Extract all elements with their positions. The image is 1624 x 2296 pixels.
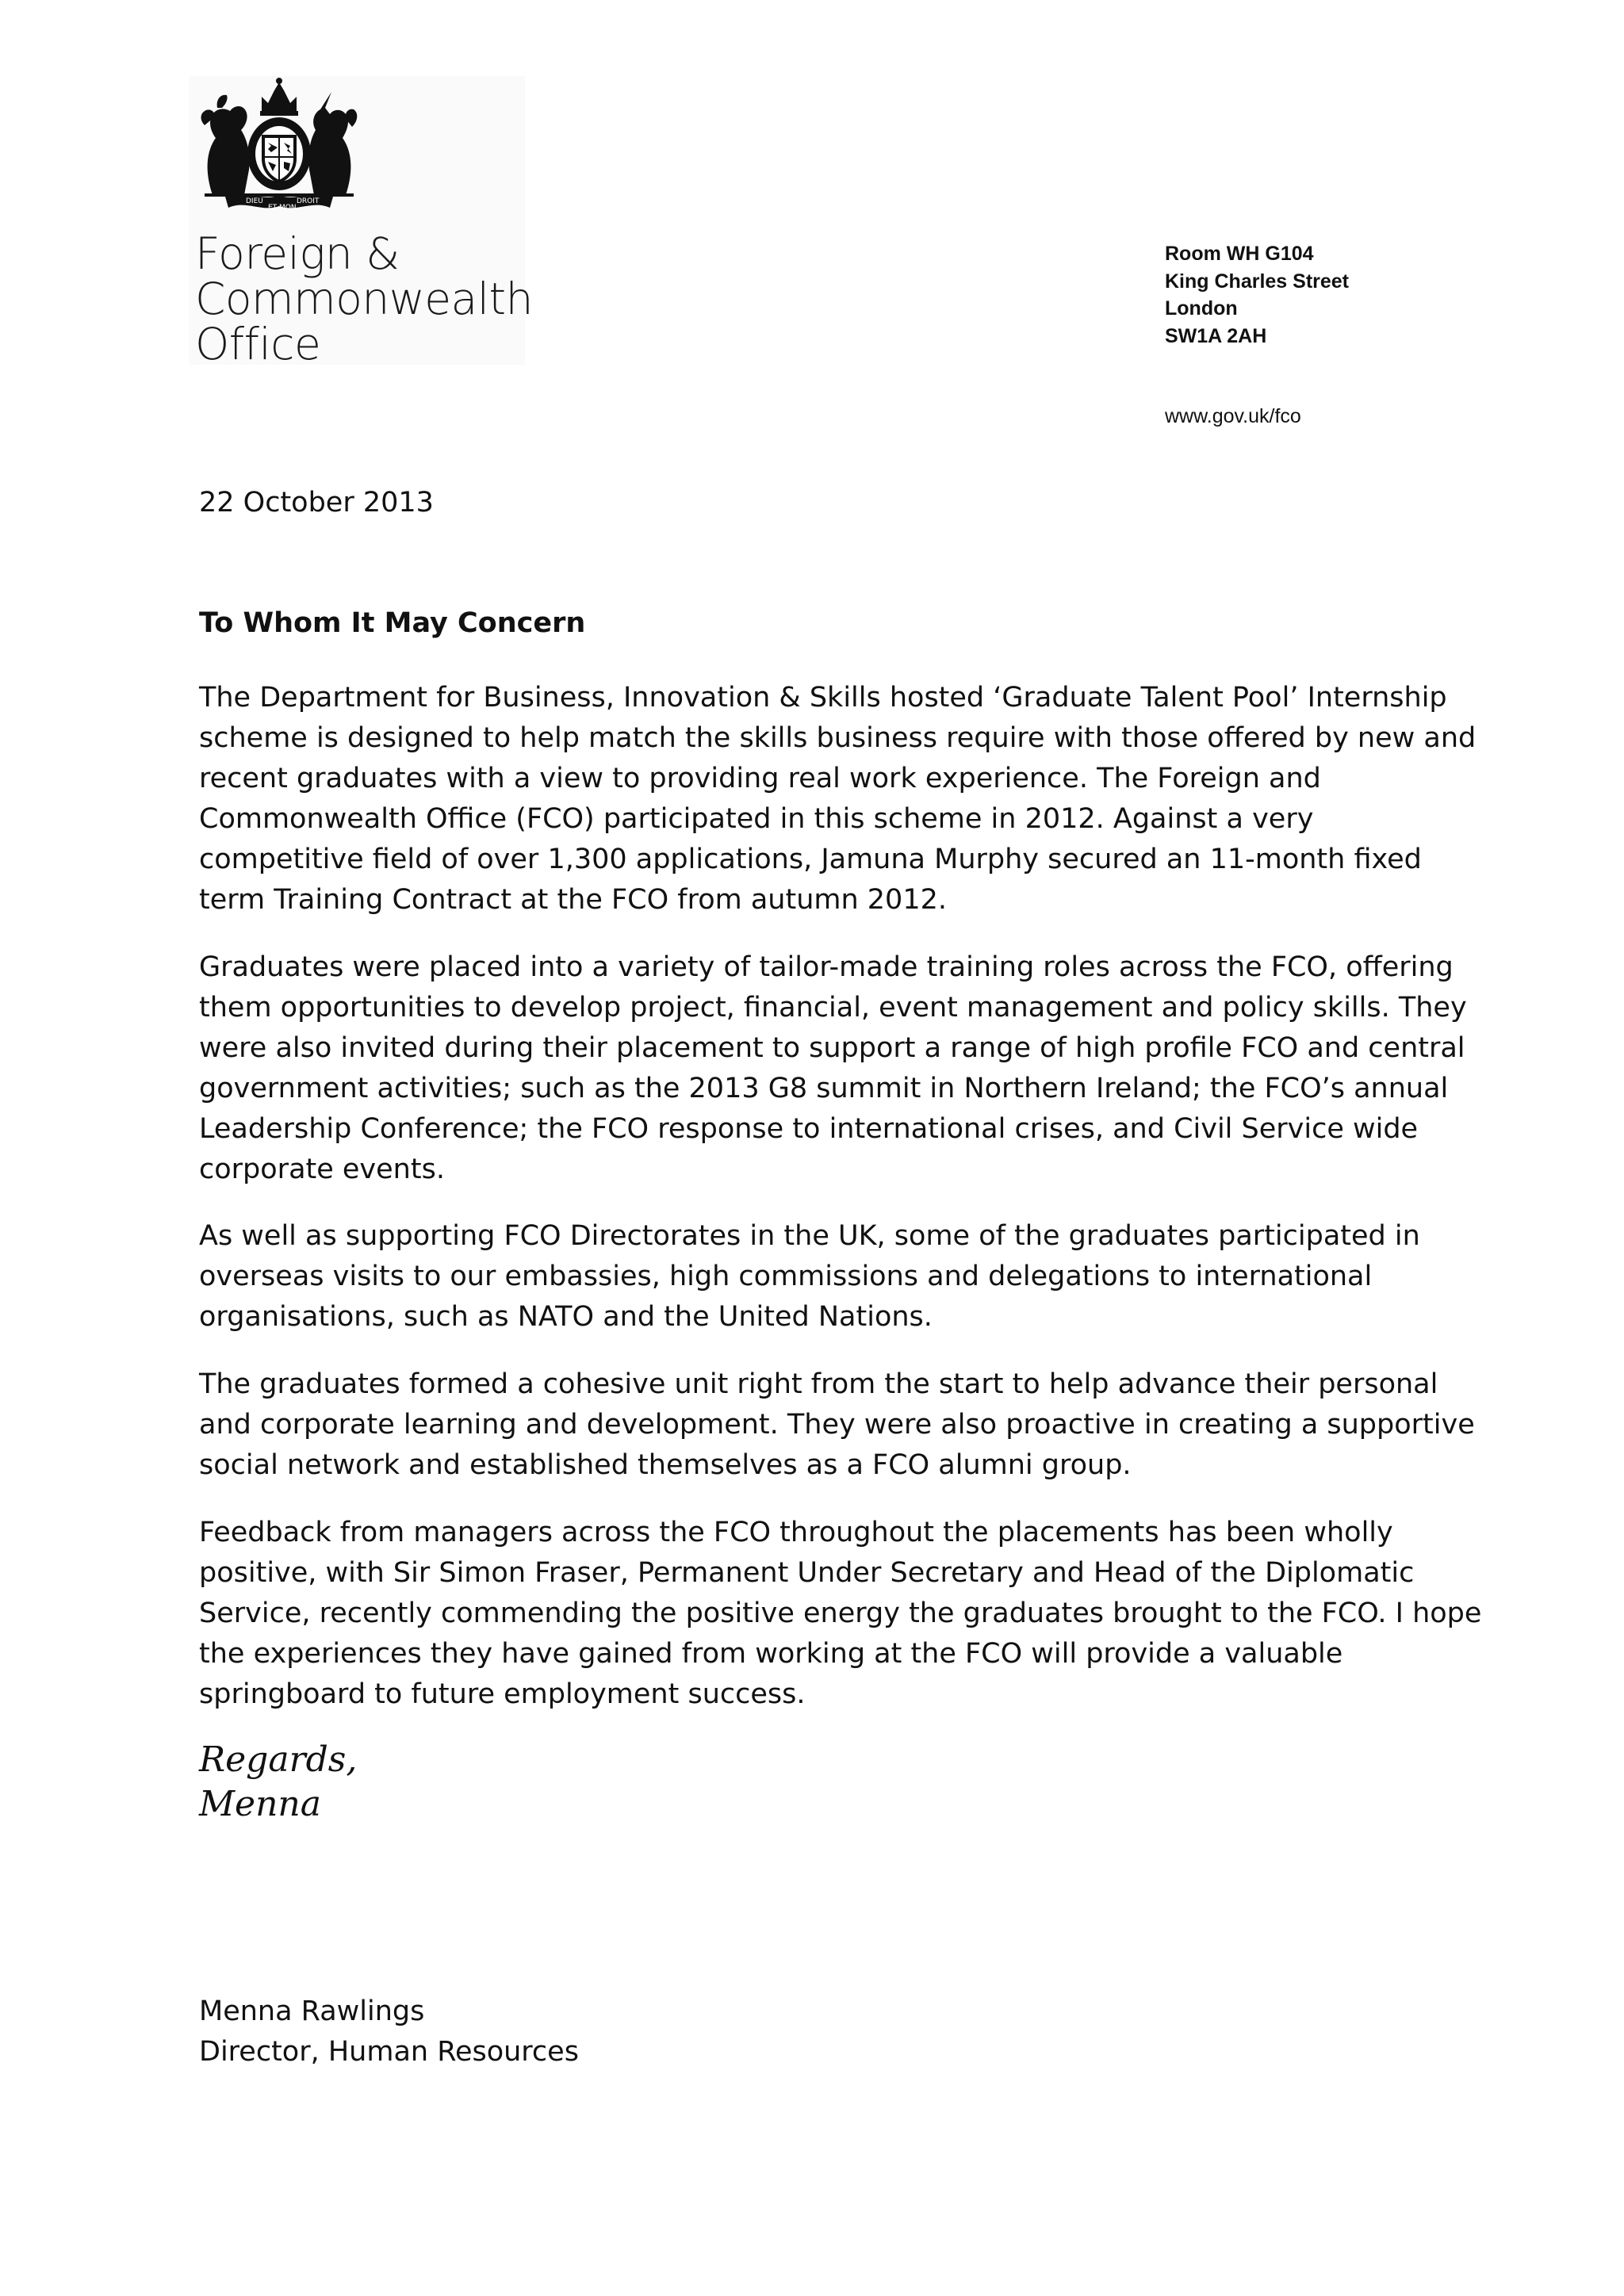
paragraph-line: Graduates were placed into a variety of tailor-made training roles across the FCO, offering [199, 951, 1454, 983]
paragraph-line: the experiences they have gained from working at the FCO will provide a valuable [199, 1638, 1343, 1670]
department-name-line-1: Foreign & [195, 228, 400, 279]
paragraph-line: The Department for Business, Innovation & Skills hosted ‘Graduate Talent Pool’ Internship [199, 682, 1447, 714]
royal-coat-of-arms-icon [189, 76, 370, 216]
paragraph-line: them opportunities to develop project, financial, event management and policy skills. They [199, 992, 1467, 1024]
address-line-street: King Charles Street [1165, 270, 1350, 293]
motto-et-mon: ET MON [268, 204, 297, 212]
signatory-name: Menna Rawlings [199, 1996, 425, 2027]
paragraph-line: scheme is designed to help match the skills business require with those offered by new and [199, 722, 1477, 754]
paragraph-line: positive, with Sir Simon Fraser, Permanent Under Secretary and Head of the Diplomatic [199, 1557, 1415, 1589]
salutation: To Whom It May Concern [199, 607, 586, 639]
paragraph-line: recent graduates with a view to providing real work experience. The Foreign and [199, 763, 1321, 794]
paragraph-line: As well as supporting FCO Directorates in the UK, some of the graduates participated in [199, 1220, 1420, 1252]
department-name-line-2: Commonwealth [195, 274, 533, 324]
paragraph-graduate-talent-pool [199, 678, 1477, 920]
paragraph-line: overseas visits to our embassies, high commissions and delegations to international [199, 1261, 1373, 1292]
paragraph-line: social network and established themselves as a FCO alumni group. [199, 1449, 1132, 1481]
paragraph-feedback [199, 1513, 1482, 1715]
handwritten-closing [199, 1738, 357, 1827]
sender-address [1165, 240, 1349, 350]
signatory-block [199, 1992, 579, 2072]
department-name-line-3: Office [195, 319, 321, 369]
paragraph-line: were also invited during their placement to support a range of high profile FCO and central [199, 1032, 1465, 1064]
department-logo [189, 76, 533, 369]
paragraph-line: Service, recently commending the positive energy the graduates brought to the FCO. I hope [199, 1598, 1482, 1629]
paragraph-line: organisations, such as NATO and the United Nations. [199, 1301, 933, 1333]
closing-first-name: Menna [199, 1784, 321, 1824]
motto-dieu: DIEU [246, 197, 263, 205]
paragraph-line: competitive field of over 1,300 applications, Jamuna Murphy secured an 11-month fixed [199, 844, 1422, 875]
closing-regards: Regards, [199, 1739, 358, 1780]
website-link[interactable]: www.gov.uk/fco [1165, 405, 1301, 427]
paragraph-training-roles [199, 947, 1467, 1190]
letter-date: 22 October 2013 [199, 487, 434, 519]
signatory-title: Director, Human Resources [199, 2036, 579, 2068]
paragraph-cohesive-unit [199, 1364, 1475, 1486]
paragraph-line: term Training Contract at the FCO from autumn 2012. [199, 884, 947, 916]
paragraph-line: Commonwealth Office (FCO) participated in this scheme in 2012. Against a very [199, 803, 1314, 835]
paragraph-line: springboard to future employment success. [199, 1678, 806, 1710]
paragraph-line: government activities; such as the 2013 G8 summit in Northern Ireland; the FCO’s annual [199, 1073, 1449, 1104]
address-line-postcode: SW1A 2AH [1165, 324, 1267, 347]
paragraph-line: Leadership Conference; the FCO response to international crises, and Civil Service wide [199, 1113, 1419, 1145]
paragraph-line: and corporate learning and development. They were also proactive in creating a supportive [199, 1409, 1475, 1441]
paragraph-line: corporate events. [199, 1154, 445, 1185]
address-line-room: Room WH G104 [1165, 243, 1314, 265]
paragraph-overseas-visits [199, 1216, 1436, 1337]
address-line-city: London [1165, 297, 1238, 320]
paragraph-line: Feedback from managers across the FCO throughout the placements has been wholly [199, 1517, 1393, 1548]
department-name [195, 228, 533, 369]
motto-droit: DROIT [297, 197, 320, 205]
paragraph-line: The graduates formed a cohesive unit right from the start to help advance their personal [199, 1368, 1438, 1400]
